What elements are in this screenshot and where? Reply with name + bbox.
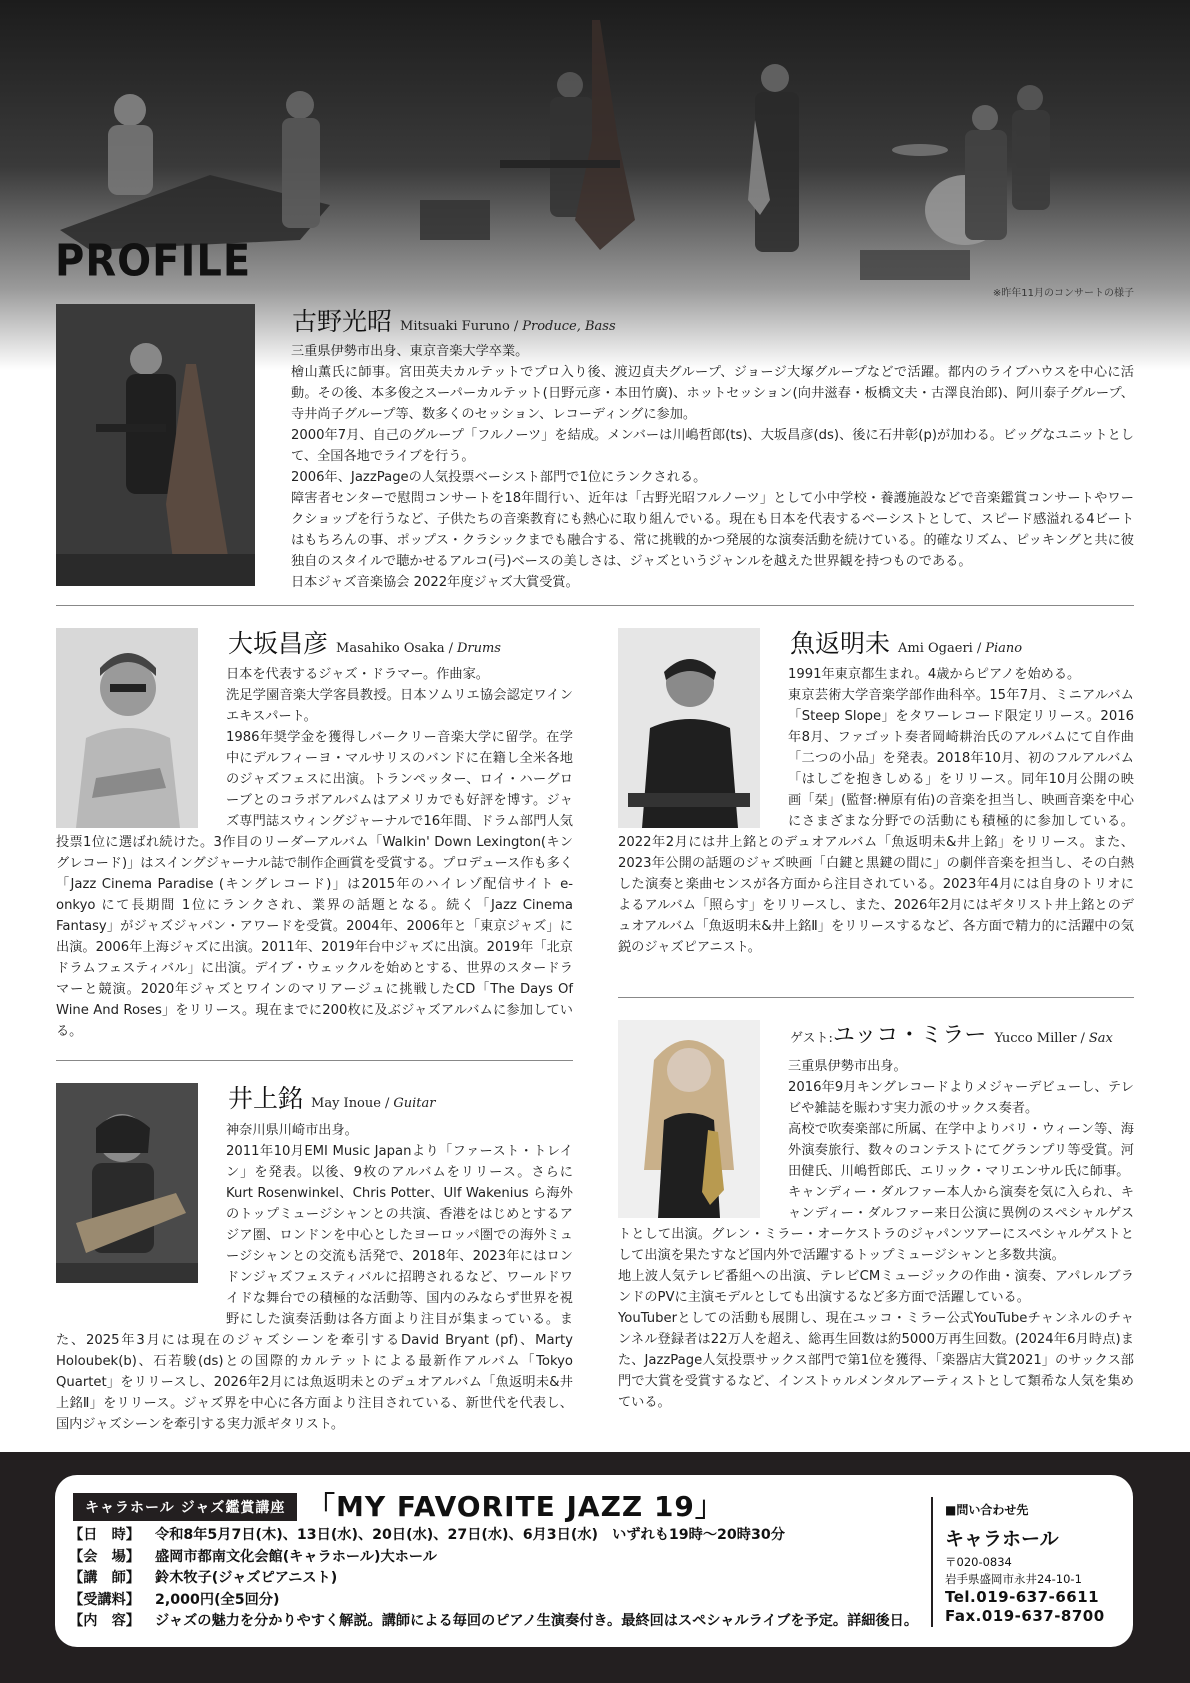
info-row-lecturer xyxy=(69,1568,918,1590)
info-value: ジャズの魅力を分かりやすく解説。講師による毎回のピアノ生演奏付き。最終回はスペシャルライブを予定。詳細後日。 xyxy=(155,1613,919,1629)
bio-paragraph: 洗足学園音楽大学客員教授。日本ソムリエ協会認定ワインエキスパート。 xyxy=(226,688,573,724)
divider xyxy=(56,1060,573,1061)
contact-venue: キャラホール xyxy=(945,1528,1059,1550)
info-label: 【内 容】 xyxy=(69,1613,140,1629)
photo-caption: ※昨年11月のコンサートの様子 xyxy=(992,288,1134,299)
course-info xyxy=(69,1525,918,1633)
furuno-name-jp: 古野光昭 xyxy=(292,307,393,336)
divider xyxy=(618,997,1134,998)
miller-name xyxy=(790,1018,1113,1049)
info-label: 【受講料】 xyxy=(69,1591,140,1608)
osaka-bio xyxy=(56,664,573,1042)
miller-bio xyxy=(618,1056,1134,1413)
bio-paragraph: 障害者センターで慰問コンサートを18年間行い、近年は「古野光昭フルノーツ」として小中学校・養護施設などで音楽鑑賞コンサートやワークショップを行うなど、子供たちの音楽教育にも熱心に取り組んでいる。現在も日本を代表するベーシストとして、スピード感溢れる4ビートはもちろんの事、ポップス・クラシックまでも融合する、常に挑戦的かつ発展的な演奏活動を続けている。的確なリズム、ピッキングと共に彼独自のスタイルで聴かせるアルコ(弓)ベースの美しさは、ジャズというジャンルを越えた世界観を持つものである。 xyxy=(291,491,1134,569)
divider xyxy=(56,605,1134,606)
bio-paragraph: 2006年、JazzPageの人気投票ベーシスト部門で1位にランクされる。 xyxy=(291,470,707,485)
furuno-name xyxy=(292,302,616,338)
info-row-content xyxy=(69,1611,918,1633)
name-separator: / xyxy=(1080,1031,1085,1046)
furuno-photo xyxy=(56,304,255,586)
guest-prefix: ゲスト: xyxy=(790,1031,833,1046)
bio-paragraph: YouTuberとしての活動も展開し、現在ユッコ・ミラー公式YouTubeチャンネルのチャンネル登録者は22万人を超え、総再生回数は約5000万再生回数。(2024年6月時点)また、JazzPage人気投票サックス部門で第1位を獲得、「楽器店大賞2021」のサックス部門で大賞を受賞するなど、インストゥルメンタルアーティストとして類希な人気を集めている。 xyxy=(618,1311,1134,1410)
bio-paragraph: 2011年10月EMI Music Japanより「ファースト・トレイン」を発表。以後、9枚のアルバムをリリース。さらにKurt Rosenwinkel、Chris Potter、Ulf Wakenius ら海外のトップミュージシャンとの共演、香港をはじめとするアジア圏、ロンドンを中心としたヨーロッパ圏での海外ミュージシャンとの交流も活発で、2018年、2023年にはロンドンジャズフェスティバルに招聘されるなど、ワールドワイドな舞台での積極的な活動等、国内のみならず世界を視野にした演奏活動は各方面より注目が集まっている。また、2025年3月には現在のジャズシーンを牽引するDavid Bryant (pf)、Marty Holoubek(b)、石若駿(ds)との国際的カルテットによる最新作アルバム「Tokyo Quartet」をリリースし、2026年2月には魚返明未とのデュオアルバム「魚返明未&井上銘Ⅱ」をリリース。ジャズ界を中心に各方面より注目されている、新世代を代表し、国内ジャズシーンを牽引する実力派ギタリスト。 xyxy=(56,1144,573,1432)
bio-paragraph: 2016年9月キングレコードよりメジャーデビューし、テレビや雑誌を賑わす実力派のサックス奏者。 xyxy=(788,1080,1134,1116)
ogaeri-name-en: Ami Ogaeri xyxy=(898,641,973,656)
ogaeri-name xyxy=(790,624,1022,660)
furuno-role: Produce, Bass xyxy=(522,319,616,334)
bio-paragraph: 三重県伊勢市出身、東京音楽大学卒業。 xyxy=(291,344,529,359)
bio-paragraph: 三重県伊勢市出身。 xyxy=(788,1059,907,1074)
bio-paragraph: 東京芸術大学音楽学部作曲科卒。15年7月、ミニアルバム「Steep Slope」をタワーレコード限定リリース。2016年8月、ファゴット奏者岡崎耕治氏のアルバムにて自作曲「二つの小品」を発表。2018年10月、初のフルアルバム「はしごを抱きしめる」をリリース。同年10月公開の映画「栞」(監督:榊原有佑)の音楽を担当し、映画音楽を中心にさまざまな分野での活動にも積極的に参加している。2022年2月には井上銘とのデュオアルバム「魚返明未&井上銘」をリリース。また、2023年公開の話題のジャズ映画「白鍵と黒鍵の間に」の劇伴音楽を担当し、その白熱した演奏と楽曲センスが各方面から注目されている。2023年4月には自身のトリオによるアルバム「照らす」をリリースし、また、2026年2月にはギタリスト井上銘とのデュオアルバム「魚返明未&井上銘Ⅱ」をリリースするなど、各方面で精力的に活躍中の気鋭のジャズピアニスト。 xyxy=(618,688,1134,955)
name-separator: / xyxy=(384,1096,390,1111)
name-separator: / xyxy=(448,641,453,656)
inoue-name xyxy=(228,1079,435,1115)
bio-paragraph: 檜山薫氏に師事。宮田英夫カルテットでプロ入り後、渡辺貞夫グループ、ジョージ大塚グループなどで活躍。都内のライブハウスを中心に活動。その後、本多俊之スーパーカルテット(日野元彦・本田竹廣)、ホットセッション(向井滋春・板橋文夫・古澤良治郎)、阿川泰子グループ、寺井尚子グループ等、数多くのセッション、レコーディングに参加。 xyxy=(291,365,1134,422)
osaka-name-en: Masahiko Osaka xyxy=(336,641,445,656)
ogaeri-role: Piano xyxy=(985,641,1023,656)
phone-number[interactable]: Tel.019-637-6611 xyxy=(945,1588,1100,1606)
info-label: 【会 場】 xyxy=(69,1548,140,1565)
inoue-role: Guitar xyxy=(393,1096,436,1111)
profile-heading: PROFILE xyxy=(55,235,252,287)
bio-paragraph: キャンディー・ダルファー本人から演奏を気に入られ、キャンディー・ダルファー来日公演に異例のスペシャルゲストとして出演。グレン・ミラー・オーケストラのジャパンツアーにスペシャルゲストとして出演を果たすなど国内外で活躍するトップミュージシャンと多数共演。 xyxy=(618,1185,1134,1263)
name-separator: / xyxy=(513,319,519,334)
bio-paragraph: 神奈川県川崎市出身。 xyxy=(226,1123,358,1138)
info-row-fee xyxy=(69,1590,918,1612)
ogaeri-bio xyxy=(618,664,1134,958)
card-divider xyxy=(931,1497,933,1627)
info-value: 令和8年5月7日(木)、13日(水)、20日(水)、27日(水)、6月3日(水) いずれも19時〜20時30分 xyxy=(155,1527,785,1543)
bio-paragraph: 1991年東京都生まれ。4歳からピアノを始める。 xyxy=(788,667,1081,682)
address: 岩手県盛岡市永井24-10-1 xyxy=(945,1572,1082,1586)
bio-paragraph: 日本を代表するジャズ・ドラマー。作曲家。 xyxy=(226,667,489,682)
contact-block xyxy=(945,1501,1105,1626)
bio-paragraph: 地上波人気テレビ番組への出演、テレビCMミュージックの作曲・演奏、アパレルブランドのPVに主演モデルとしても出演するなど多方面で活躍している。 xyxy=(618,1269,1134,1305)
furuno-name-en: Mitsuaki Furuno xyxy=(400,319,510,334)
osaka-name xyxy=(228,624,501,660)
furuno-bio xyxy=(291,341,1134,593)
inoue-bio xyxy=(56,1120,573,1435)
fax-number: Fax.019-637-8700 xyxy=(945,1607,1105,1625)
info-value: 鈴木牧子(ジャズピアニスト) xyxy=(155,1570,338,1586)
contact-label: ■問い合わせ先 xyxy=(945,1503,1029,1517)
miller-role: Sax xyxy=(1088,1031,1113,1046)
inoue-name-jp: 井上銘 xyxy=(228,1084,304,1113)
course-info-card xyxy=(55,1475,1133,1647)
name-separator: / xyxy=(976,641,982,656)
course-title: 「MY FAVORITE JAZZ 19」 xyxy=(307,1490,724,1523)
osaka-name-jp: 大坂昌彦 xyxy=(228,629,329,658)
miller-name-jp: ユッコ・ミラー xyxy=(832,1023,987,1048)
bio-paragraph: 1986年奨学金を獲得しバークリー音楽大学に留学。在学中にデルフィーヨ・マルサリスのバンドに在籍し全米各地のジャズフェスに出演。トランペッター、ロイ・ハーグローブとのコラボアルバムはアメリカでも好評を博す。ジャズ専門誌スウィングジャーナルで16年間、ドラム部門人気投票1位に選ばれ続けた。3作目のリーダーアルバム「Walkin' Down Lexington(キングレコード)」はスイングジャーナル誌で制作企画賞を受賞する。プロデュース作も多く「Jazz Cinema Paradise (キングレコード)」は2015年のハイレゾ配信サイト e-onkyo にて長期間 1位にランクされ、業界の話題となる。続く「Jazz Cinema Fantasy」がジャズジャパン・アワードを受賞。2004年、2006年と「東京ジャズ」に出演。2006年上海ジャズに出演。2011年、2019年台中ジャズに出演。2019年「北京ドラムフェスティバル」に出演。デイブ・ウェックルを始めとする、世界のスタードラマーと競演。2020年ジャズとワインのマリアージュに挑戦したCD「The Days Of Wine And Roses」をリリース。現在までに200枚に及ぶジャズアルバムに参加している。 xyxy=(56,730,573,1039)
info-row-date xyxy=(69,1525,918,1547)
info-label: 【日 時】 xyxy=(69,1527,140,1543)
info-label: 【講 師】 xyxy=(69,1570,140,1586)
info-value: 2,000円(全5回分) xyxy=(155,1591,280,1608)
info-row-venue xyxy=(69,1547,918,1569)
bio-paragraph: 2000年7月、自己のグループ「フルノーツ」を結成。メンバーは川嶋哲郎(ts)、大坂昌彦(ds)、後に石井彰(p)が加わる。ビッグなユニットとして、全国各地でライブを行う。 xyxy=(291,428,1134,464)
ogaeri-name-jp: 魚返明未 xyxy=(790,629,891,658)
postal-code: 〒020-0834 xyxy=(945,1555,1012,1569)
course-tag: キャラホール ジャズ鑑賞講座 xyxy=(73,1493,297,1521)
osaka-role: Drums xyxy=(456,641,501,656)
info-value: 盛岡市都南文化会館(キャラホール)大ホール xyxy=(155,1548,437,1565)
miller-name-en: Yucco Miller xyxy=(994,1031,1077,1046)
inoue-name-en: May Inoue xyxy=(311,1096,381,1111)
bio-paragraph: 日本ジャズ音楽協会 2022年度ジャズ大賞受賞。 xyxy=(291,575,579,590)
bio-paragraph: 高校で吹奏楽部に所属、在学中よりバリ・ウィーン等、海外演奏旅行、数々のコンテストにてグランプリ等受賞。河田健氏、川嶋哲郎氏、エリック・マリエンサル氏に師事。 xyxy=(788,1122,1134,1179)
